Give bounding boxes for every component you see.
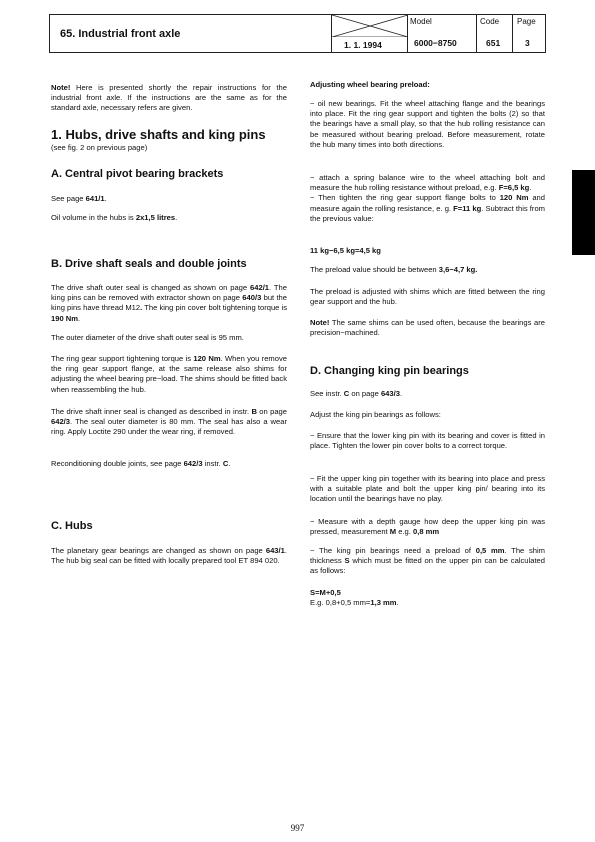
section-d-p6: − The king pin bearings need a preload of 0,5 mm. The shim thickness S which must be fitted on the upper pin can be calculated as follows: <box>310 546 546 576</box>
page-label: Page <box>517 17 536 26</box>
section-d-p1: See instr. C on page 643/3. <box>310 389 403 398</box>
section-b-p3: The ring gear support tightening torque is 120 Nm. When you remove the ring gear support flange, at the same release also shims for adjusting the wheel bearing pre−load. The shims should be fitted back when reassembling the hub. <box>51 354 287 394</box>
adjust-calc: 11 kg−6,5 kg=4,5 kg <box>310 246 381 255</box>
section-d <box>310 365 545 378</box>
section-b-p2: The outer diameter of the drive shaft outer seal is 95 mm. <box>51 333 244 342</box>
formula-example: E.g. 0,8+0,5 mm=1,3 mm. <box>310 598 399 608</box>
section-b-heading: B. Drive shaft seals and double joints <box>51 258 247 270</box>
adjust-p1: − oil new bearings. Fit the wheel attaching flange and the bearings into place. Fit the ring gear support and tighten the bolts (2) so that the bearings have a small play, so that the hub rolling resistance can be measured without bearing preload. Before measurement, rotate the hub many times into both directions. <box>310 99 545 149</box>
adjust-p5: The preload is adjusted with shims which are fitted between the ring gear support and the hub. <box>310 287 545 307</box>
date-value: 1. 1. 1994 <box>344 40 382 50</box>
section-b-p4: The drive shaft inner seal is changed as described in instr. B on page 642/3. The seal outer diameter is 80 mm. The seal has also a wear ring. Apply Loctite 290 under the wear ring, if removed. <box>51 407 288 437</box>
section-a <box>51 168 287 181</box>
crossed-box-icon <box>332 15 408 37</box>
code-label: Code <box>480 17 500 26</box>
section-c <box>51 520 287 533</box>
page-cell <box>512 15 547 52</box>
formula-block <box>310 588 545 608</box>
section-c-heading: C. Hubs <box>51 520 93 532</box>
section-thumb-tab <box>572 170 595 255</box>
section-a-p2: Oil volume in the hubs is 2x1,5 litres. <box>51 213 178 222</box>
section-a-p1: See page 641/1. <box>51 194 107 203</box>
section-b <box>51 258 287 271</box>
adjust-heading: Adjusting wheel bearing preload: <box>310 80 430 89</box>
adjust-p2: − attach a spring balance wire to the wheel attaching bolt and measure the hub rolling resistance without preload, e.g. F=6,5 kg. − Then tighten the ring gear support flange bolts to 120 Nm and measure again the rolling resistance, e. g. F=11 kg. Subtract this from the previous value: <box>310 173 545 223</box>
section-d-p3: − Ensure that the lower king pin with its bearing and cover is fitted in place. Tighten the lower pin cover bolts to a correct torque. <box>310 431 545 451</box>
page-number: 997 <box>290 823 305 833</box>
section-b-p1: The drive shaft outer seal is changed as shown on page 642/1. The king pins can be removed with extractor shown on page 640/3 but the king pins have thread M12. The king pin cover bolt tightening torque is 190 Nm. <box>51 283 287 323</box>
code-value: 651 <box>486 38 501 48</box>
section-d-heading: D. Changing king pin bearings <box>310 365 469 377</box>
section-a-heading: A. Central pivot bearing brackets <box>51 168 224 180</box>
document-title: 65. Industrial front axle <box>60 28 181 40</box>
note-paragraph: Note! Here is presented shortly the repair instructions for the industrial front axle. If the instructions are the same as for the standard axle, necessary refers are given. <box>51 83 287 113</box>
adjust-heading-block <box>310 80 545 90</box>
model-cell <box>407 15 477 52</box>
section-1-subheading: (see fig. 2 on previous page) <box>51 143 148 152</box>
section-b-p5: Reconditioning double joints, see page 642/3 instr. C. <box>51 459 231 468</box>
section-1 <box>51 127 287 153</box>
model-value: 6000−8750 <box>414 38 457 48</box>
adjust-note: Note! The same shims can be used often, because the bearings are precision−machined. <box>310 318 545 338</box>
adjust-p4: The preload value should be between 3,6−4,7 kg. <box>310 265 478 274</box>
section-d-p5: − Measure with a depth gauge how deep the upper king pin was pressed, measurement M e.g. 0,8 mm <box>310 517 545 537</box>
page-value: 3 <box>525 38 530 48</box>
section-d-p4: − Fit the upper king pin together with its bearing into place and press with a suitable plate and bolt the upper king pin/ bearing into its location until the bearings have no play. <box>310 474 545 504</box>
header-box <box>49 14 546 53</box>
date-cell <box>331 15 408 52</box>
code-cell <box>476 15 513 52</box>
formula: S=M+0,5 <box>310 588 341 597</box>
model-label: Model <box>410 17 432 26</box>
section-1-heading: 1. Hubs, drive shafts and king pins <box>51 127 266 142</box>
section-d-p2: Adjust the king pin bearings as follows: <box>310 410 441 419</box>
section-c-p1: The planetary gear bearings are changed as shown on page 643/1. The hub big seal can be fitted with locally prepared tool ET 894 020. <box>51 546 287 566</box>
left-column <box>51 83 287 114</box>
